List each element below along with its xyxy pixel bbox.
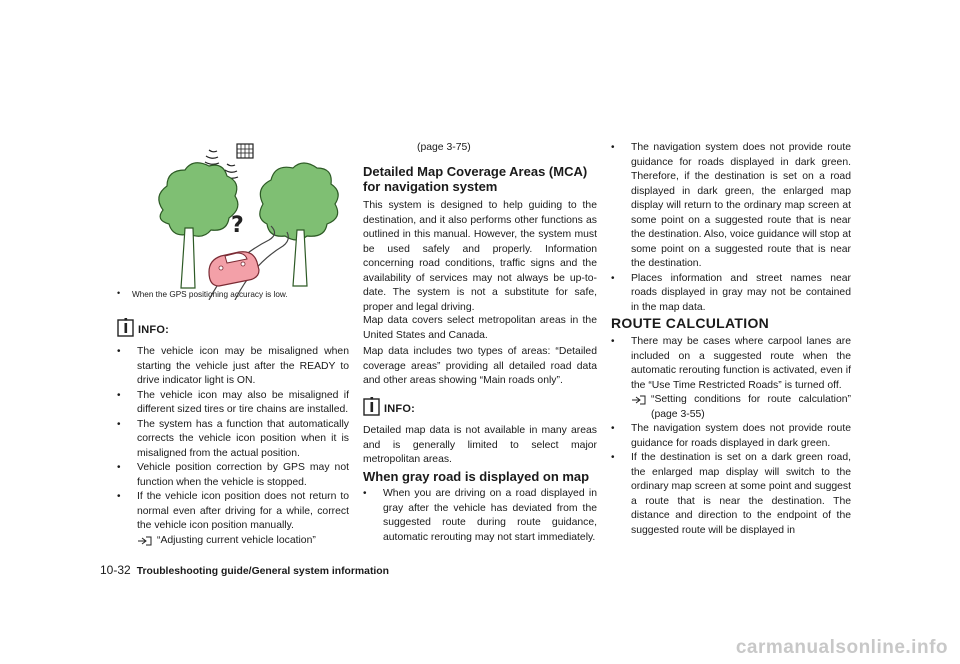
reference-link[interactable]: “Adjusting current vehicle location”: [117, 534, 349, 549]
paragraph: This system is designed to help guiding to the destination, and it also performs other functions as outlined in this manual. However, the system must be used safely and properly. Information concerning road conditions, traffic signs and the availability of services may not always be up-to-date. The system is not a substitute for safe, proper and legal driving.: [363, 200, 597, 313]
section-heading: When gray road is displayed on map: [363, 469, 590, 484]
info-icon: [117, 317, 135, 337]
list-item: • The navigation system does not provide route guidance for roads displayed in dark green.: [611, 423, 851, 449]
page-number: 10-32: [100, 563, 131, 577]
bullet-list: [363, 487, 597, 545]
list-item: • The vehicle icon may be misaligned when starting the vehicle just after the READY to drive indicator light is ON.: [117, 346, 349, 386]
paragraph: Detailed map data is not available in many areas and is generally limited to select major metropolitan areas.: [363, 425, 597, 465]
bullet-list: [611, 335, 851, 538]
reference-continuation: (page 3-75): [417, 142, 471, 153]
list-item: • If the destination is set on a dark green road, the enlarged map display will switch to the ordinary map screen at some point and suggest a route that is near the destination. The distance and direction to the endpoint of the suggested route will be displayed in: [611, 452, 851, 536]
list-item: • When you are driving on a road displayed in gray after the vehicle has deviated from the suggested route during route guidance, automatic rerouting may not start immediately.: [363, 488, 597, 543]
list-item: • Places information and street names near roads displayed in gray may not be contained in the map data.: [611, 272, 851, 313]
info-block: [117, 317, 169, 337]
list-item: • Vehicle position correction by GPS may not function when the vehicle is stopped.: [117, 462, 349, 488]
section-heading: Detailed Map Coverage Areas (MCA) for navigation system: [363, 164, 588, 194]
list-item: • If the vehicle icon position does not return to normal even after driving for a while, correct the vehicle icon position manually.: [117, 491, 349, 531]
satellite-icon: [237, 144, 253, 158]
paragraph: Map data includes two types of areas: “Detailed coverage areas” providing all detailed road data and other areas showing “Main roads only”.: [363, 346, 597, 386]
pointing-hand-icon: [137, 535, 153, 547]
info-block: [363, 396, 415, 416]
car-icon: [209, 252, 259, 286]
list-item: • There may be cases where carpool lanes are included on a suggested route when the automatic rerouting function is activated, even if the “Use Time Restricted Roads” is turned off.: [611, 336, 851, 391]
page-footer: [100, 563, 389, 577]
tree-icon: [260, 163, 338, 286]
paragraph: Map data covers select metropolitan areas in the United States and Canada.: [363, 315, 597, 341]
list-item: • The vehicle icon may also be misaligned if different sized tires or tire chains are installed.: [117, 389, 349, 415]
info-icon: [363, 396, 381, 416]
section-title: Troubleshooting guide/General system information: [136, 566, 389, 577]
reference-link[interactable]: “Setting conditions for route calculation” (page 3-55): [611, 393, 851, 422]
caption-text: When the GPS positioning accuracy is low.: [132, 290, 288, 299]
info-bullet-list: [117, 345, 349, 548]
info-label: INFO:: [138, 324, 169, 336]
watermark: carmanualsonline.info: [735, 637, 948, 658]
figure-caption: [117, 289, 349, 300]
info-label: INFO:: [384, 403, 415, 415]
question-mark-icon: ?: [231, 213, 244, 238]
gps-illustration: [151, 140, 341, 300]
bullet-icon: •: [117, 288, 121, 298]
pointing-hand-icon: [631, 394, 647, 406]
section-heading: ROUTE CALCULATION: [611, 315, 770, 331]
list-item: • The system has a function that automatically corrects the vehicle icon position when it is misaligned from the actual position.: [117, 418, 349, 459]
list-item: • The navigation system does not provide route guidance for roads displayed in dark green. Therefore, if the destination is set on a road displayed in dark green, the enlarged map display will return to the ordinary map screen at some point on a suggested route that is near the destination. Also, voice guidance will stop at some point on a suggested route that is near the destination.: [611, 142, 851, 269]
bullet-list: [611, 141, 851, 315]
